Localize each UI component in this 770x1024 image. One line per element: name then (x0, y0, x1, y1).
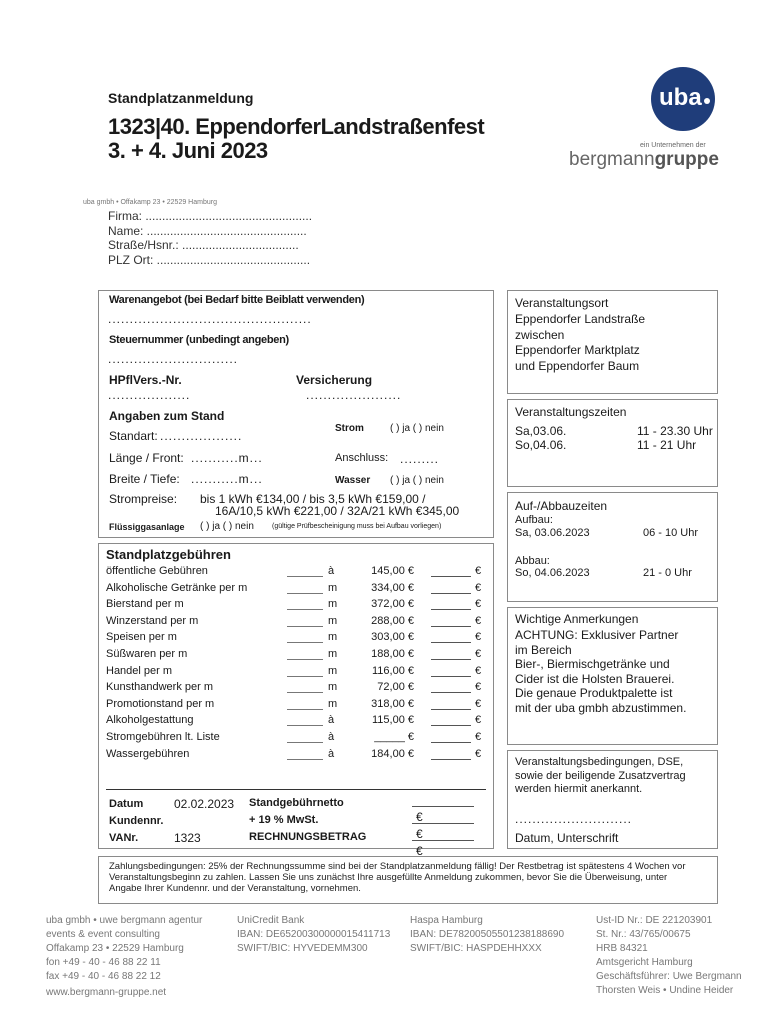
venue-lines: Eppendorfer Landstraße zwischen Eppendorfer Marktplatz und Eppendorfer Baum (515, 312, 646, 373)
fee-price: 115,00 € (371, 714, 414, 727)
fee-price: 145,00 € (371, 565, 414, 577)
hpfl-field[interactable]: ................... (108, 388, 191, 402)
fee-quantity-field[interactable] (287, 626, 323, 627)
fee-row (106, 665, 486, 681)
notes-lines: ACHTUNG: Exklusiver Partner im Bereich Bier-, Biermischgetränke und Cider ist die Holsten Brauerei. Die genaue Produktpalette ist mit der uba gmbh abzustimmen. (515, 628, 687, 715)
fee-quantity-field[interactable] (287, 709, 323, 710)
breite-label: Breite / Tiefe: (109, 472, 180, 486)
fee-euro: € (475, 598, 482, 611)
fee-price: 288,00 € (371, 614, 414, 627)
warenangebot-field[interactable]: ............................................... (108, 312, 312, 326)
plz-ort-field[interactable]: PLZ Ort: .............................................. (108, 252, 311, 267)
firma-field[interactable]: Firma: .................................................. (108, 209, 313, 223)
times-title: Veranstaltungszeiten (515, 405, 627, 419)
parent-brand-bold: gruppe (654, 149, 719, 170)
fee-euro: € (475, 664, 482, 677)
footer-legal: Ust-ID Nr.: DE 221203901 St. Nr.: 43/765/00675 HRB 84321 Amtsgericht Hamburg Geschäftsführer: Uwe Bergmann Thorsten Weis • Undine Heider (596, 915, 742, 996)
netto-label: Standgebührnetto (249, 797, 344, 809)
fee-label: Alkoholgestattung (106, 714, 194, 727)
fee-euro: € (475, 631, 482, 644)
fee-unit: à (328, 714, 335, 727)
fee-quantity-field[interactable] (287, 692, 323, 693)
fee-quantity-field[interactable] (287, 676, 323, 677)
notes-title: Wichtige Anmerkungen (515, 612, 639, 626)
footer-bank-1: UniCredit Bank IBAN: DE65200300000015411713 SWIFT/BIC: HYVEDEMM300 (237, 915, 391, 954)
versicherung-field[interactable]: ...................... (306, 388, 402, 402)
fee-total-field[interactable] (431, 626, 471, 627)
footer-company: uba gmbh • uwe bergmann agentur events & event consulting Offakamp 23 • 22529 Hamburg fon +49 - 40 - 46 88 22 11 fax +49 - 40 - 46 88 22 12 www.bergmann-gruppe.net (46, 915, 203, 998)
aufbau-day: Sa, 03.06.2023 (515, 527, 590, 539)
fluessiggas-note: (gültige Prüfbescheinigung muss bei Aufbau vorliegen) (272, 523, 442, 530)
abbau-day: So, 04.06.2023 (515, 567, 590, 579)
aufbau-time: 06 - 10 Uhr (643, 527, 699, 539)
standart-field[interactable]: ................... (160, 429, 243, 443)
aufbau-label: Aufbau: (515, 514, 553, 526)
hpfl-label: HPflVers.-Nr. (109, 373, 182, 387)
address-block (108, 209, 312, 267)
fee-price: 334,00 € (371, 581, 414, 594)
fee-quantity-field[interactable] (287, 593, 323, 594)
strompreise-line2: 16A/10,5 kWh €221,00 / 32A/21 kWh €345,00 (215, 504, 460, 518)
fee-euro: € (475, 648, 482, 660)
laenge-label: Länge / Front: (109, 451, 184, 465)
strom-label: Strom (335, 423, 364, 434)
fee-unit: m (328, 598, 338, 611)
fluessiggas-options[interactable]: ( ) ja ( ) nein (200, 521, 254, 532)
fee-row (106, 631, 486, 647)
fee-total-field[interactable] (431, 593, 471, 594)
fee-quantity-field[interactable] (287, 576, 323, 577)
fee-label: Süßwaren per m (106, 648, 188, 660)
fee-total-field[interactable] (431, 576, 471, 577)
vanr-value: 1323 (174, 831, 201, 845)
fee-price: 116,00 € (371, 664, 414, 677)
fee-euro: € (475, 747, 482, 760)
setup-title: Auf-/Abbauzeiten (515, 499, 608, 513)
fee-unit: à (328, 565, 335, 577)
fee-row (106, 565, 486, 581)
strompreise-line1: bis 1 kWh €134,00 / bis 3,5 kWh €159,00 / (200, 492, 426, 506)
datum-label: Datum (109, 798, 144, 810)
fee-quantity-field[interactable] (287, 642, 323, 643)
fee-total-field[interactable] (431, 642, 471, 643)
signature-label: Datum, Unterschrift (515, 831, 619, 845)
anschluss-field[interactable]: ......... (400, 452, 440, 466)
fee-label: Speisen per m (106, 631, 177, 644)
event-dates: 3. + 4. Juni 2023 (108, 138, 268, 163)
fee-euro: € (475, 697, 482, 710)
fee-row (106, 681, 486, 697)
anschluss-label: Anschluss: (335, 452, 389, 464)
fee-unit: m (328, 664, 338, 677)
times-time-2: 11 - 21 Uhr (637, 438, 697, 452)
fee-price: 303,00 € (371, 631, 414, 644)
parent-brand (569, 149, 719, 171)
fee-total-field[interactable] (431, 725, 471, 726)
fee-price: 188,00 € (371, 648, 414, 660)
wasser-label: Wasser (335, 475, 371, 486)
vanr-label: VANr. (109, 832, 139, 844)
fee-euro: € (475, 714, 482, 727)
times-day-1: Sa,03.06. (515, 424, 567, 438)
fee-row (106, 731, 486, 747)
angaben-label: Angaben zum Stand (109, 409, 225, 423)
fee-total-field[interactable] (431, 676, 471, 677)
fee-euro: € (475, 731, 482, 743)
standart-label: Standart: (109, 429, 158, 443)
steuer-field[interactable]: .............................. (108, 352, 239, 366)
terms-lines: Veranstaltungsbedingungen, DSE, sowie der beiligende Zusatzvertrag werden hiermit anerkannt. (515, 756, 686, 795)
steuer-label: Steuernummer (unbedingt angeben) (109, 334, 289, 346)
mwst-label: + 19 % MwSt. (249, 814, 319, 826)
times-day-2: So,04.06. (515, 438, 567, 452)
venue-title: Veranstaltungsort (515, 296, 609, 310)
fee-unit: m (328, 648, 338, 660)
totals-divider (106, 789, 486, 790)
fee-euro: € (475, 565, 482, 577)
event-title: 1323|40. EppendorferLandstraßenfest (108, 114, 485, 139)
fee-row (106, 748, 486, 764)
versicherung-label: Versicherung (296, 373, 373, 387)
signature-field[interactable]: ........................... (515, 812, 633, 826)
fee-label: Stromgebühren lt. Liste (106, 731, 220, 743)
fee-label: öffentliche Gebühren (106, 565, 208, 577)
fee-label: Handel per m (106, 664, 173, 677)
fee-euro: € (475, 581, 482, 594)
footer-bank-2: Haspa Hamburg IBAN: DE78200505501238188690 SWIFT/BIC: HASPDEHHXXX (410, 915, 565, 954)
name-field[interactable]: Name: ................................................ (108, 223, 307, 238)
fee-row (106, 582, 486, 598)
fee-unit: m (328, 681, 338, 694)
parent-tagline: ein Unternehmen der (640, 142, 706, 149)
fee-quantity-field[interactable] (287, 725, 323, 726)
fee-label: Promotionstand per m (106, 697, 215, 710)
parent-brand-light: bergmann (569, 149, 655, 170)
fee-row (106, 615, 486, 631)
fee-quantity-field[interactable] (287, 759, 323, 760)
uba-logo (651, 67, 715, 131)
breite-field[interactable]: ...........m... (191, 472, 263, 486)
fee-price: 184,00 € (371, 747, 414, 760)
wasser-options[interactable]: ( ) ja ( ) nein (390, 475, 444, 486)
fee-price: 372,00 € (371, 598, 414, 611)
fee-total-field[interactable] (431, 759, 471, 760)
fee-label: Bierstand per m (106, 598, 184, 611)
fee-unit: m (328, 581, 338, 594)
fee-quantity-field[interactable] (287, 742, 323, 743)
fee-total-field[interactable] (431, 742, 471, 743)
mwst-field[interactable]: € (412, 813, 482, 841)
times-time-1: 11 - 23.30 Uhr (637, 424, 713, 438)
strom-options[interactable]: ( ) ja ( ) nein (390, 423, 444, 434)
uba-logo-dot (704, 98, 710, 104)
fee-euro: € (475, 614, 482, 627)
fee-row (106, 714, 486, 730)
abbau-time: 21 - 0 Uhr (643, 567, 692, 579)
fee-total-field[interactable] (431, 659, 471, 660)
warenangebot-label: Warenangebot (bei Bedarf bitte Beiblatt verwenden) (109, 294, 365, 306)
netto-field[interactable]: € (412, 796, 482, 824)
fee-label: Alkoholische Getränke per m (106, 581, 248, 594)
fee-euro: € (475, 681, 482, 694)
fee-unit: à (328, 731, 335, 743)
laenge-field[interactable]: ...........m... (191, 451, 263, 465)
fee-price: _____ € (374, 731, 414, 743)
payment-terms: Zahlungsbedingungen: 25% der Rechnungssumme sind bei der Standplatzanmeldung fällig! Der Restbetrag ist spätestens 4 Wochen vor Veranstaltungsbeginn zu zahlen. Lassen Sie uns zunächst Ihre ausgefüllte Anmeldung zukommen, bevor Sie die Überweisung, unter Angabe Ihrer Kundennr. und der Veranstaltung, vornehmen. (109, 861, 686, 894)
fluessiggas-label: Flüssiggasanlage (109, 522, 185, 532)
fee-label: Kunsthandwerk per m (106, 681, 213, 694)
fee-quantity-field[interactable] (287, 659, 323, 660)
fees-title: Standplatzgebühren (106, 547, 231, 562)
fee-quantity-field[interactable] (287, 609, 323, 610)
fee-total-field[interactable] (431, 609, 471, 610)
fee-unit: m (328, 614, 338, 627)
fee-label: Wassergebühren (106, 747, 190, 760)
fee-unit: m (328, 697, 338, 710)
uba-logo-text: uba (659, 84, 702, 111)
fee-price: 318,00 € (371, 697, 414, 710)
strasse-field[interactable]: Straße/Hsnr.: ................................... (108, 238, 299, 252)
datum-value: 02.02.2023 (174, 797, 235, 811)
kunden-label: Kundennr. (109, 815, 164, 827)
fee-total-field[interactable] (431, 692, 471, 693)
fee-total-field[interactable] (431, 709, 471, 710)
fee-unit: à (328, 747, 335, 760)
fee-unit: m (328, 631, 338, 644)
rechnung-label: RECHNUNGSBETRAG (249, 831, 367, 843)
fee-row (106, 598, 486, 614)
sender-line: uba gmbh • Offakamp 23 • 22529 Hamburg (83, 199, 217, 206)
fee-label: Winzerstand per m (106, 614, 199, 627)
rechnung-field[interactable]: € (412, 830, 482, 858)
fee-row (106, 648, 486, 664)
strompreise-label: Strompreise: (109, 492, 178, 506)
fee-price: 72,00 € (377, 681, 414, 694)
fee-row (106, 698, 486, 714)
document-type: Standplatzanmeldung (108, 90, 254, 106)
abbau-label: Abbau: (515, 555, 550, 567)
